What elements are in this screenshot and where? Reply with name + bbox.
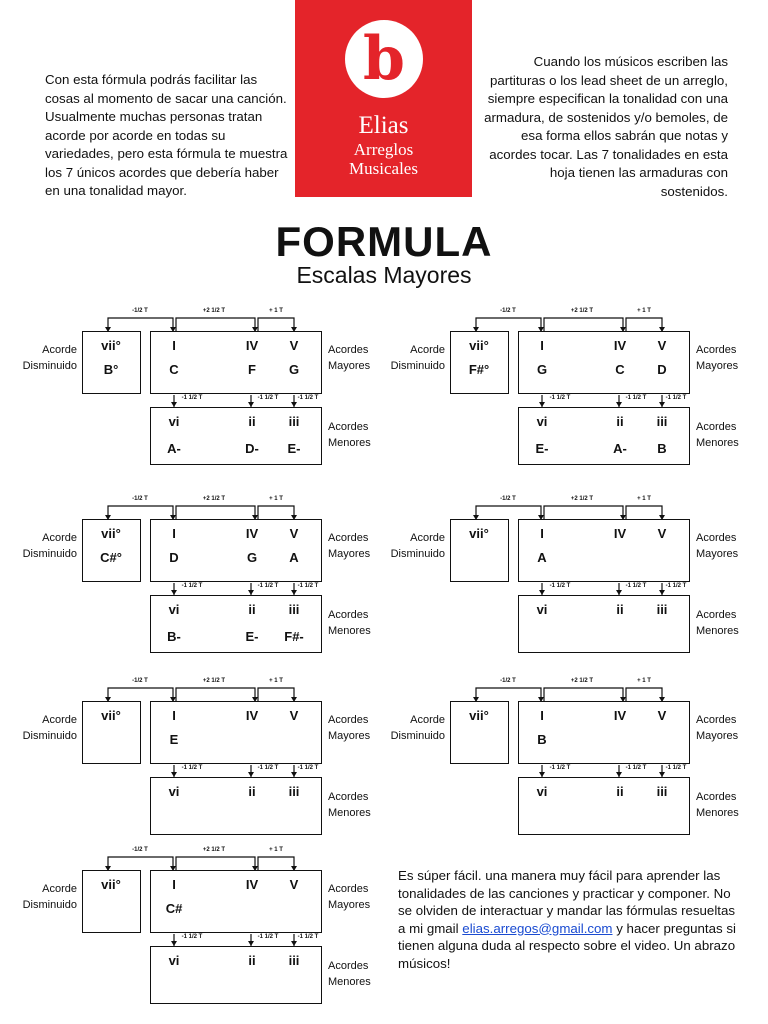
- intro-left-text: Con esta fórmula podrás facilitar las cosas al momento de sacar una canción. Usualmente muchas personas tratan acorde por acorde en todas su variedades, pero esta fórmula te muestra los 7 únicos acordes que debería haber en una tonalidad mayor.: [45, 72, 288, 198]
- interval-label: -1 1/2 T: [257, 934, 279, 940]
- degree-iii: iii: [656, 784, 668, 799]
- major-label: Acordes Mayores: [328, 883, 371, 911]
- degree-iii: iii: [288, 953, 300, 968]
- degree-vii: vii°: [101, 708, 121, 723]
- degree-vii: vii°: [101, 877, 121, 892]
- interval-label: -1/2 T: [500, 308, 516, 314]
- interval-label: +2 1/2 T: [202, 678, 226, 684]
- degree-V: V: [657, 338, 667, 353]
- degree-I: I: [540, 338, 544, 353]
- interval-label: -1 1/2 T: [297, 765, 319, 771]
- interval-label: -1 1/2 T: [625, 765, 647, 771]
- page-title: FORMULA: [275, 218, 493, 265]
- interval-label: -1 1/2 T: [297, 934, 319, 940]
- degree-vii: vii°: [101, 526, 121, 541]
- scale-diagram: [0, 307, 380, 477]
- chord-V: D: [657, 362, 667, 377]
- interval-label: -1 1/2 T: [665, 583, 687, 589]
- degree-IV: IV: [613, 338, 627, 353]
- interval-label: -1/2 T: [500, 678, 516, 684]
- major-label: Acordes Mayores: [328, 714, 371, 742]
- chord-I: A: [537, 550, 547, 565]
- chord-vii: F#°: [468, 362, 490, 377]
- major-label: Acordes Mayores: [696, 714, 739, 742]
- chord-I: B: [537, 732, 547, 747]
- major-label: Acordes Mayores: [696, 532, 739, 560]
- interval-label: -1 1/2 T: [297, 395, 319, 401]
- diminished-label: Acorde Disminuido: [22, 883, 77, 911]
- interval-label: +2 1/2 T: [570, 308, 594, 314]
- chord-I: E: [169, 732, 179, 747]
- logo-line1: Elias: [358, 112, 409, 139]
- degree-vii: vii°: [101, 338, 121, 353]
- minor-label: Acordes Menores: [328, 791, 371, 819]
- degree-V: V: [289, 526, 299, 541]
- minor-label: Acordes Menores: [328, 609, 371, 637]
- degree-IV: IV: [245, 877, 259, 892]
- interval-label: +2 1/2 T: [570, 496, 594, 502]
- chord-vi: A-: [167, 441, 181, 456]
- chord-vi: B-: [167, 629, 181, 644]
- minor-label: Acordes Menores: [696, 421, 739, 449]
- degree-vi: vi: [536, 602, 548, 617]
- degree-vii: vii°: [469, 708, 489, 723]
- minor-label: Acordes Menores: [328, 421, 371, 449]
- chord-I: C#: [165, 901, 183, 916]
- scale-diagram: [0, 677, 380, 847]
- scale-diagram: [0, 846, 380, 1016]
- degree-V: V: [289, 338, 299, 353]
- interval-label: -1 1/2 T: [665, 395, 687, 401]
- diminished-label: Acorde Disminuido: [22, 714, 77, 742]
- degree-iii: iii: [656, 602, 668, 617]
- scale-diagram: [0, 495, 380, 665]
- degree-I: I: [172, 708, 176, 723]
- degree-vi: vi: [168, 414, 180, 429]
- interval-label: -1/2 T: [132, 496, 148, 502]
- chord-iii: B: [657, 441, 667, 456]
- diminished-label: Acorde Disminuido: [22, 344, 77, 372]
- minor-label: Acordes Menores: [696, 791, 739, 819]
- chord-V: A: [289, 550, 299, 565]
- interval-label: -1 1/2 T: [549, 765, 571, 771]
- diminished-label: Acorde Disminuido: [390, 344, 445, 372]
- degree-ii: ii: [248, 953, 256, 968]
- interval-label: -1 1/2 T: [181, 583, 203, 589]
- chord-V: G: [288, 362, 300, 377]
- chord-I: G: [536, 362, 548, 377]
- degree-V: V: [289, 877, 299, 892]
- degree-iii: iii: [288, 602, 300, 617]
- degree-V: V: [657, 526, 667, 541]
- chord-ii: E-: [245, 629, 259, 644]
- interval-label: -1/2 T: [132, 847, 148, 853]
- logo: [295, 0, 472, 197]
- chord-vii: C#°: [100, 550, 122, 565]
- degree-ii: ii: [616, 602, 624, 617]
- interval-label: +2 1/2 T: [202, 496, 226, 502]
- minor-label: Acordes Menores: [328, 960, 371, 988]
- degree-IV: IV: [245, 708, 259, 723]
- degree-iii: iii: [656, 414, 668, 429]
- degree-I: I: [172, 338, 176, 353]
- chord-IV: C: [615, 362, 625, 377]
- degree-vii: vii°: [469, 338, 489, 353]
- interval-label: + 1 T: [269, 847, 283, 853]
- interval-label: -1 1/2 T: [181, 395, 203, 401]
- degree-I: I: [172, 526, 176, 541]
- chord-IV: F: [248, 362, 256, 377]
- logo-line2: Arreglos Musicales: [349, 140, 418, 178]
- interval-label: -1 1/2 T: [549, 395, 571, 401]
- degree-ii: ii: [248, 784, 256, 799]
- intro-right-text: Cuando los músicos escriben las partituras o los lead sheet de un arreglo, siempre especifican la tonalidad con una armadura, de sostenidos y/o bemoles, de esa forma ellos sabrán que notas y acordes tocar. Las 7 tonalidades en esta hoja tienen las armaduras con sostenidos.: [484, 54, 728, 199]
- degree-vii: vii°: [469, 526, 489, 541]
- major-label: Acordes Mayores: [328, 344, 371, 372]
- chord-I: C: [169, 362, 179, 377]
- degree-I: I: [540, 526, 544, 541]
- chord-vi: E-: [535, 441, 549, 456]
- degree-ii: ii: [248, 414, 256, 429]
- major-label: Acordes Mayores: [328, 532, 371, 560]
- diminished-label: Acorde Disminuido: [390, 532, 445, 560]
- degree-iii: iii: [288, 784, 300, 799]
- chord-ii: D-: [245, 441, 259, 456]
- interval-label: + 1 T: [637, 308, 651, 314]
- closing-text: Es súper fácil. una manera muy fácil para aprender las tonalidades de las canciones y practicar y componer. No se olviden de interactuar y mandar las fórmulas resueltas a mi gmail elias.arregos@gmail.com y hacer preguntas si tienen alguna duda al respecto sobre el video. Un abrazo músicos!: [398, 868, 736, 971]
- degree-V: V: [657, 708, 667, 723]
- chord-IV: G: [246, 550, 258, 565]
- degree-I: I: [540, 708, 544, 723]
- interval-label: + 1 T: [269, 678, 283, 684]
- interval-label: -1 1/2 T: [549, 583, 571, 589]
- interval-label: -1/2 T: [132, 308, 148, 314]
- degree-IV: IV: [245, 526, 259, 541]
- degree-vi: vi: [168, 602, 180, 617]
- degree-V: V: [289, 708, 299, 723]
- degree-ii: ii: [248, 602, 256, 617]
- scale-diagram: [368, 307, 748, 477]
- interval-label: +2 1/2 T: [202, 308, 226, 314]
- email-link[interactable]: elias.arregos@gmail.com: [462, 920, 613, 936]
- degree-ii: ii: [616, 414, 624, 429]
- interval-label: + 1 T: [637, 678, 651, 684]
- chord-I: D: [169, 550, 179, 565]
- interval-label: -1 1/2 T: [625, 583, 647, 589]
- degree-IV: IV: [613, 708, 627, 723]
- interval-label: + 1 T: [269, 496, 283, 502]
- major-label: Acordes Mayores: [696, 344, 739, 372]
- degree-vi: vi: [168, 953, 180, 968]
- interval-label: -1/2 T: [132, 678, 148, 684]
- interval-label: -1 1/2 T: [625, 395, 647, 401]
- chord-iii: F#-: [284, 629, 304, 644]
- diminished-label: Acorde Disminuido: [22, 532, 77, 560]
- chord-vii: B°: [103, 362, 119, 377]
- degree-vi: vi: [536, 784, 548, 799]
- interval-label: -1 1/2 T: [297, 583, 319, 589]
- interval-label: -1 1/2 T: [181, 934, 203, 940]
- degree-iii: iii: [288, 414, 300, 429]
- interval-label: + 1 T: [637, 496, 651, 502]
- scale-diagram: [368, 495, 748, 665]
- interval-label: + 1 T: [269, 308, 283, 314]
- scale-diagram: [368, 677, 748, 847]
- degree-I: I: [172, 877, 176, 892]
- degree-IV: IV: [613, 526, 627, 541]
- interval-label: -1 1/2 T: [257, 583, 279, 589]
- page-subtitle: Escalas Mayores: [296, 262, 472, 288]
- interval-label: -1 1/2 T: [665, 765, 687, 771]
- interval-label: +2 1/2 T: [202, 847, 226, 853]
- logo-b-icon: b: [345, 20, 423, 98]
- minor-label: Acordes Menores: [696, 609, 739, 637]
- chord-iii: E-: [287, 441, 301, 456]
- interval-label: -1 1/2 T: [257, 765, 279, 771]
- interval-label: -1 1/2 T: [181, 765, 203, 771]
- chord-ii: A-: [613, 441, 627, 456]
- interval-label: -1 1/2 T: [257, 395, 279, 401]
- degree-ii: ii: [616, 784, 624, 799]
- interval-label: +2 1/2 T: [570, 678, 594, 684]
- degree-vi: vi: [168, 784, 180, 799]
- degree-vi: vi: [536, 414, 548, 429]
- diminished-label: Acorde Disminuido: [390, 714, 445, 742]
- degree-IV: IV: [245, 338, 259, 353]
- interval-label: -1/2 T: [500, 496, 516, 502]
